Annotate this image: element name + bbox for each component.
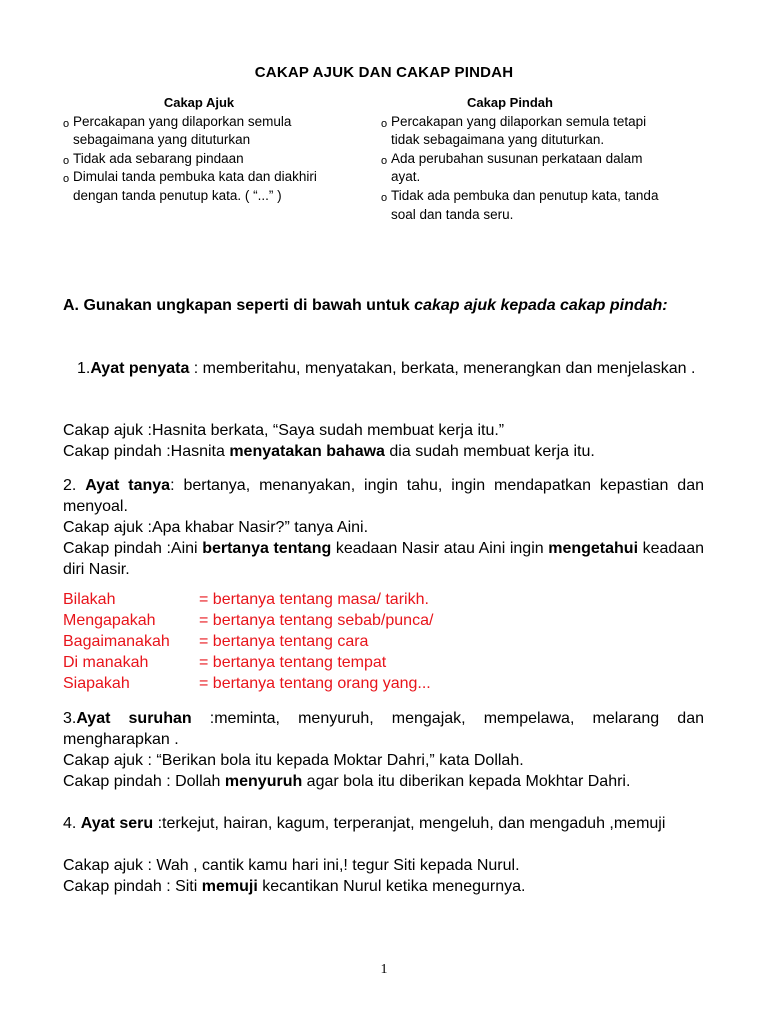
ayat-tanya-pindah: Cakap pindah :Aini bertanya tentang keadaan Nasir atau Aini ingin mengetahui keadaan diri Nasir.: [63, 540, 705, 578]
cakap-pindah-heading: Cakap Pindah: [467, 95, 553, 110]
bullet-circle-icon: o: [381, 191, 388, 204]
list-item: Mengapakah = bertanya tentang sebab/punca/: [63, 612, 434, 629]
ayat-penyata-pindah: Cakap pindah :Hasnita menyatakan bahawa dia sudah membuat kerja itu.: [63, 443, 595, 460]
list-item: o Ada perubahan susunan perkataan dalam ayat.: [381, 150, 643, 185]
bullet-circle-icon: o: [381, 154, 388, 167]
ayat-penyata-definition: 1.Ayat penyata : memberitahu, menyatakan, berkata, menerangkan dan menjelaskan .: [77, 360, 696, 377]
bullet-circle-icon: o: [63, 154, 70, 167]
ayat-seru-definition: 4. Ayat seru :terkejut, hairan, kagum, terperanjat, mengeluh, dan mengaduh ,memuji: [63, 815, 666, 832]
ayat-penyata-label: Ayat penyata: [90, 360, 190, 377]
ayat-tanya-ajuk: Cakap ajuk :Apa khabar Nasir?” tanya Aini.: [63, 519, 369, 536]
ayat-seru-ajuk: Cakap ajuk : Wah , cantik kamu hari ini,! tegur Siti kepada Nurul.: [63, 857, 520, 874]
list-item: Bagaimanakah = bertanya tentang cara: [63, 633, 369, 650]
ayat-tanya-definition: 2. Ayat tanya: bertanya, menanyakan, ingin tahu, ingin mendapatkan kepastian dan menyoal.: [63, 477, 705, 515]
list-item: o Dimulai tanda pembuka kata dan diakhiri dengan tanda penutup kata. ( “...” ): [63, 169, 317, 203]
list-item: Di manakah = bertanya tentang tempat: [63, 654, 387, 671]
cakap-ajuk-heading: Cakap Ajuk: [163, 95, 235, 110]
ayat-suruhan-pindah: Cakap pindah : Dollah menyuruh agar bola itu diberikan kepada Mokhtar Dahri.: [63, 773, 631, 790]
ayat-seru-pindah: Cakap pindah : Siti memuji kecantikan Nurul ketika menegurnya.: [63, 878, 526, 895]
list-item: o Tidak ada pembuka dan penutup kata, tanda soal dan tanda seru.: [381, 187, 659, 222]
ayat-seru-label: Ayat seru: [80, 815, 154, 832]
bullet-circle-icon: o: [63, 173, 70, 186]
bullet-circle-icon: o: [63, 117, 70, 130]
ayat-suruhan-definition: 3.Ayat suruhan :meminta, menyuruh, mengajak, mempelawa, melarang dan mengharapkan .: [63, 710, 704, 748]
page-number: 1: [380, 962, 388, 977]
list-item: Siapakah = bertanya tentang orang yang...: [63, 675, 431, 692]
ayat-penyata-ajuk: Cakap ajuk :Hasnita berkata, “Saya sudah membuat kerja itu.”: [63, 422, 505, 439]
list-item: o Percakapan yang dilaporkan semula tetapi tidak sebagaimana yang dituturkan.: [381, 113, 647, 148]
ayat-suruhan-ajuk: Cakap ajuk : “Berikan bola itu kepada Moktar Dahri,” kata Dollah.: [63, 752, 524, 769]
page-title: CAKAP AJUK DAN CAKAP PINDAH: [254, 64, 514, 81]
bullet-circle-icon: o: [381, 117, 388, 130]
list-item: o Percakapan yang dilaporkan semula sebagaimana yang dituturkan: [63, 113, 292, 148]
ayat-tanya-label: Ayat tanya: [85, 477, 171, 494]
list-item: o Tidak ada sebarang pindaan: [63, 150, 353, 169]
section-a-heading: A. Gunakan ungkapan seperti di bawah untuk cakap ajuk kepada cakap pindah:: [63, 297, 668, 314]
cakap-ajuk-column: [63, 94, 353, 206]
list-item: Bilakah = bertanya tentang masa/ tarikh.: [63, 591, 429, 608]
ayat-suruhan-label: Ayat suruhan: [76, 710, 192, 727]
cakap-pindah-column: [381, 94, 661, 224]
question-word-list: [63, 589, 704, 694]
